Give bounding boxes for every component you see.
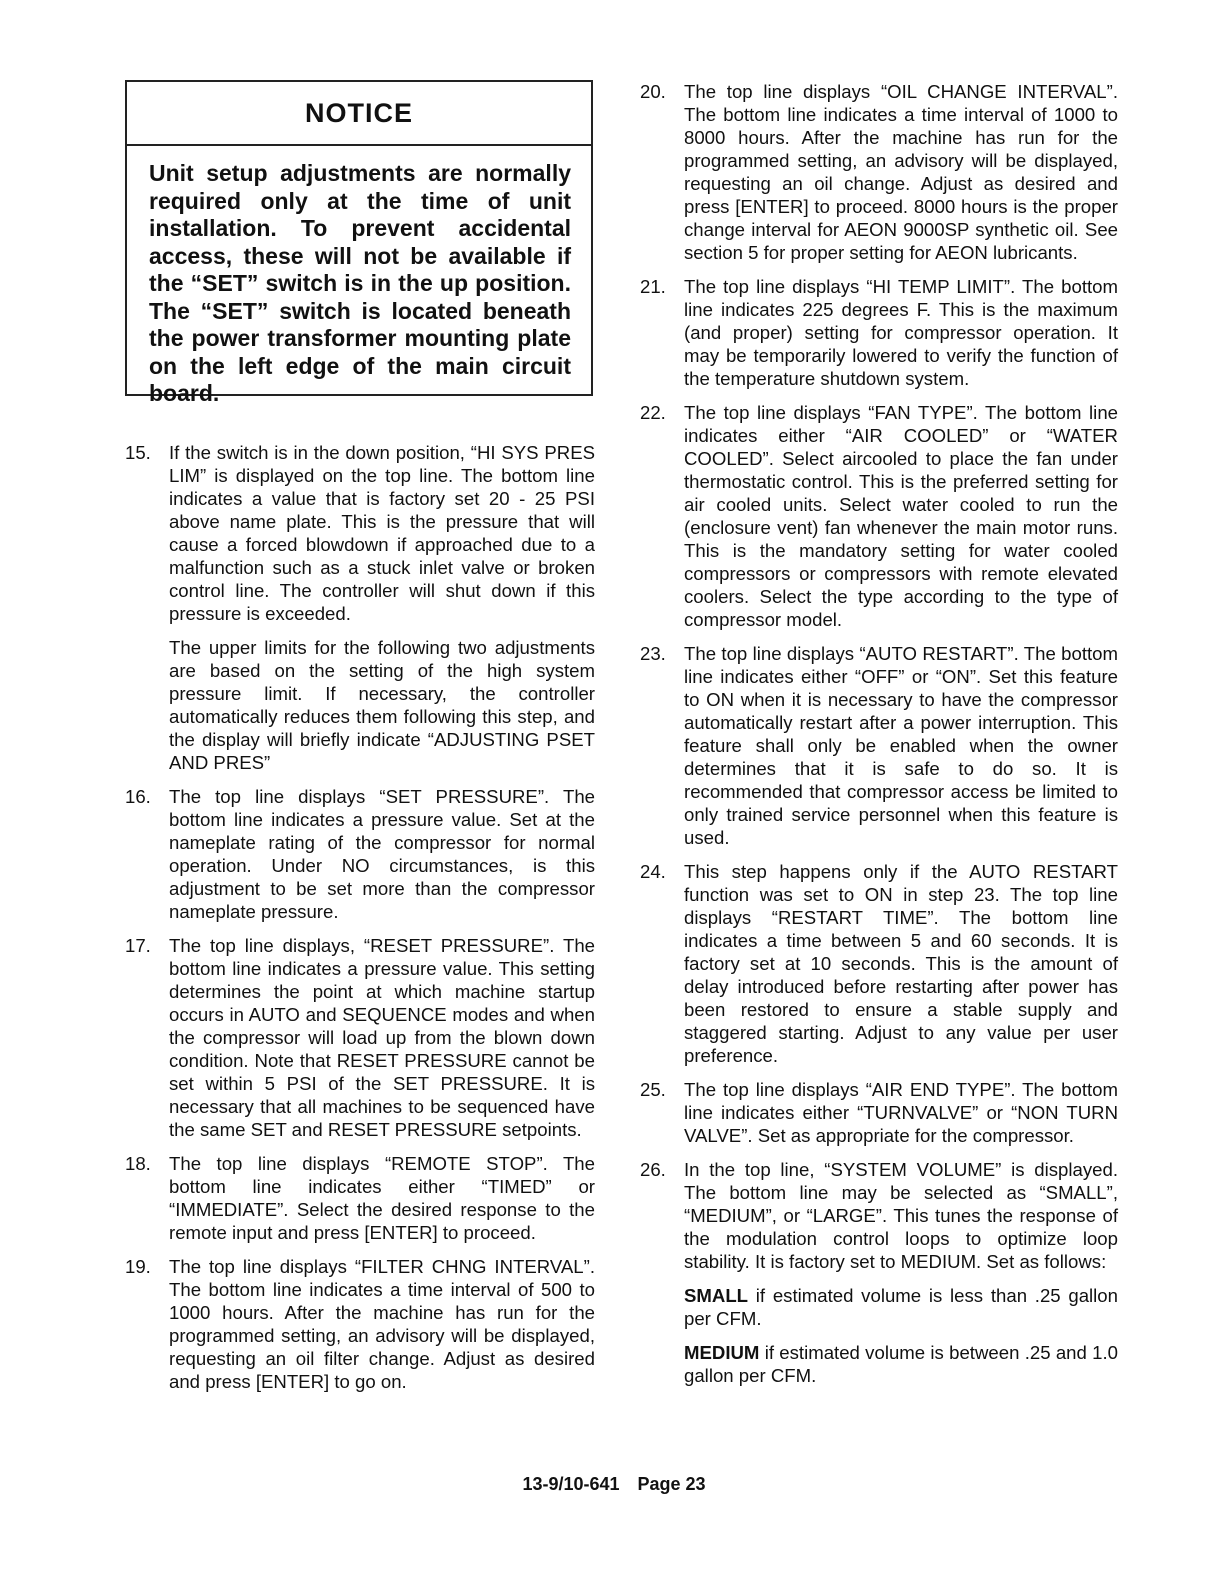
list-item [125, 1152, 595, 1244]
page-footer [0, 1474, 1228, 1495]
list-item [640, 1158, 1118, 1387]
left-column [125, 441, 595, 1404]
notice-body: Unit setup adjustments are normally required only at the time of unit installation. To prevent accidental access, these will not be available if the “SET” switch is in the up position. The “SET” switch is located beneath the power transformer mounting plate on the left edge of the main circuit board. [149, 160, 571, 406]
item-number: 15. [125, 442, 151, 463]
item-paragraph: The top line displays “OIL CHANGE INTERVAL”. The bottom line indicates a time interval of 1000 to 8000 hours. After the machine has run for the programmed setting, an advisory will be displayed, requesting an oil change. Adjust as desired and press [ENTER] to proceed. 8000 hours is the proper change interval for AEON 9000SP synthetic oil. See section 5 for proper setting for AEON lubricants. [684, 81, 1118, 263]
document-id: 13-9/10-641 [522, 1474, 620, 1494]
item-number: 24. [640, 861, 666, 882]
volume-term-medium [684, 1341, 1118, 1387]
term-label: MEDIUM [684, 1342, 760, 1363]
term-text: if estimated volume is between .25 and 1.0 gallon per CFM. [684, 1342, 1118, 1386]
item-number: 22. [640, 402, 666, 423]
item-number: 21. [640, 276, 666, 297]
notice-box [125, 80, 593, 406]
item-number: 19. [125, 1256, 151, 1277]
item-paragraph: The top line displays “FILTER CHNG INTERVAL”. The bottom line indicates a time interval of 500 to 1000 hours. After the machine has run for the programmed setting, an advisory will be displayed, requesting an oil filter change. Adjust as desired and press [ENTER] to go on. [169, 1256, 595, 1392]
item-paragraph: The top line displays “HI TEMP LIMIT”. The bottom line indicates 225 degrees F. This is the maximum (and proper) setting for compressor operation. It may be temporarily lowered to verify the function of the temperature shutdown system. [684, 276, 1118, 389]
item-number: 17. [125, 935, 151, 956]
item-paragraph: If the switch is in the down position, “HI SYS PRES LIM” is displayed on the top line. The bottom line indicates a value that is factory set 20 - 25 PSI above name plate. This is the pressure that will cause a forced blowdown if approached due to a malfunction such as a stuck inlet valve or broken control line. The controller will shut down if this pressure is exceeded. [169, 442, 595, 624]
item-number: 23. [640, 643, 666, 664]
item-paragraph: The top line displays “AUTO RESTART”. The bottom line indicates either “OFF” or “ON”. Set this feature to ON when it is necessary to have the compressor automatically restart after a power interruption. This feature shall only be enabled when the owner determines that it is safe to do so. It is recommended that compressor access be limited to only trained service personnel when this feature is used. [684, 643, 1118, 848]
list-item [640, 401, 1118, 631]
item-number: 26. [640, 1159, 666, 1180]
list-item [640, 1078, 1118, 1147]
volume-term-small [684, 1284, 1118, 1330]
list-item [640, 642, 1118, 849]
term-label: SMALL [684, 1285, 749, 1306]
item-paragraph: The top line displays “AIR END TYPE”. The bottom line indicates either “TURNVALVE” or “NON TURN VALVE”. Set as appropriate for the compressor. [684, 1079, 1118, 1146]
item-number: 20. [640, 81, 666, 102]
page-number: Page 23 [637, 1474, 706, 1494]
list-item [125, 441, 595, 774]
term-text: if estimated volume is less than .25 gallon per CFM. [684, 1285, 1118, 1329]
right-column [640, 80, 1118, 1398]
item-paragraph: The top line displays “FAN TYPE”. The bottom line indicates either “AIR COOLED” or “WATER COOLED”. Select aircooled to place the fan under thermostatic control. This is the preferred setting for air cooled units. Select water cooled to run the (enclosure vent) fan whenever the main motor runs. This is the mandatory setting for water cooled compressors or compressors with remote elevated coolers. Select the type according to the type of compressor model. [684, 402, 1118, 630]
notice-title: NOTICE [127, 82, 591, 146]
item-number: 18. [125, 1153, 151, 1174]
list-item [640, 275, 1118, 390]
item-number: 16. [125, 786, 151, 807]
item-paragraph: This step happens only if the AUTO RESTART function was set to ON in step 23. The top line displays “RESTART TIME”. The bottom line indicates a time between 5 and 60 seconds. It is factory set at 10 seconds. This is the amount of delay introduced before restarting after power has been restored to ensure a stable supply and staggered starting. Adjust to any value per user preference. [684, 861, 1118, 1066]
item-paragraph: The top line displays “SET PRESSURE”. The bottom line indicates a pressure value. Set at the nameplate rating of the compressor for normal operation. Under NO circumstances, is this adjustment to be set more than the compressor nameplate pressure. [169, 786, 595, 922]
item-paragraph: In the top line, “SYSTEM VOLUME” is displayed. The bottom line may be selected as “SMALL”, “MEDIUM”, or “LARGE”. This tunes the response of the modulation control loops to optimize loop stability. It is factory set to MEDIUM. Set as follows: [684, 1159, 1118, 1272]
item-paragraph: The top line displays, “RESET PRESSURE”. The bottom line indicates a pressure value. This setting determines the point at which machine startup occurs in AUTO and SEQUENCE modes and when the compressor will load up from the blown down condition. Note that RESET PRESSURE cannot be set within 5 PSI of the SET PRESSURE. It is necessary that all machines to be sequenced have the same SET and RESET PRESSURE setpoints. [169, 935, 595, 1140]
list-item [640, 860, 1118, 1067]
list-item [125, 1255, 595, 1393]
item-paragraph: The top line displays “REMOTE STOP”. The bottom line indicates either “TIMED” or “IMMEDIATE”. Select the desired response to the remote input and press [ENTER] to proceed. [169, 1153, 595, 1243]
list-item [640, 80, 1118, 264]
item-paragraph: The upper limits for the following two adjustments are based on the setting of the high system pressure limit. If necessary, the controller automatically reduces them following this step, and the display will briefly indicate “ADJUSTING PSET AND PRES” [169, 637, 595, 773]
item-number: 25. [640, 1079, 666, 1100]
list-item [125, 785, 595, 923]
list-item [125, 934, 595, 1141]
